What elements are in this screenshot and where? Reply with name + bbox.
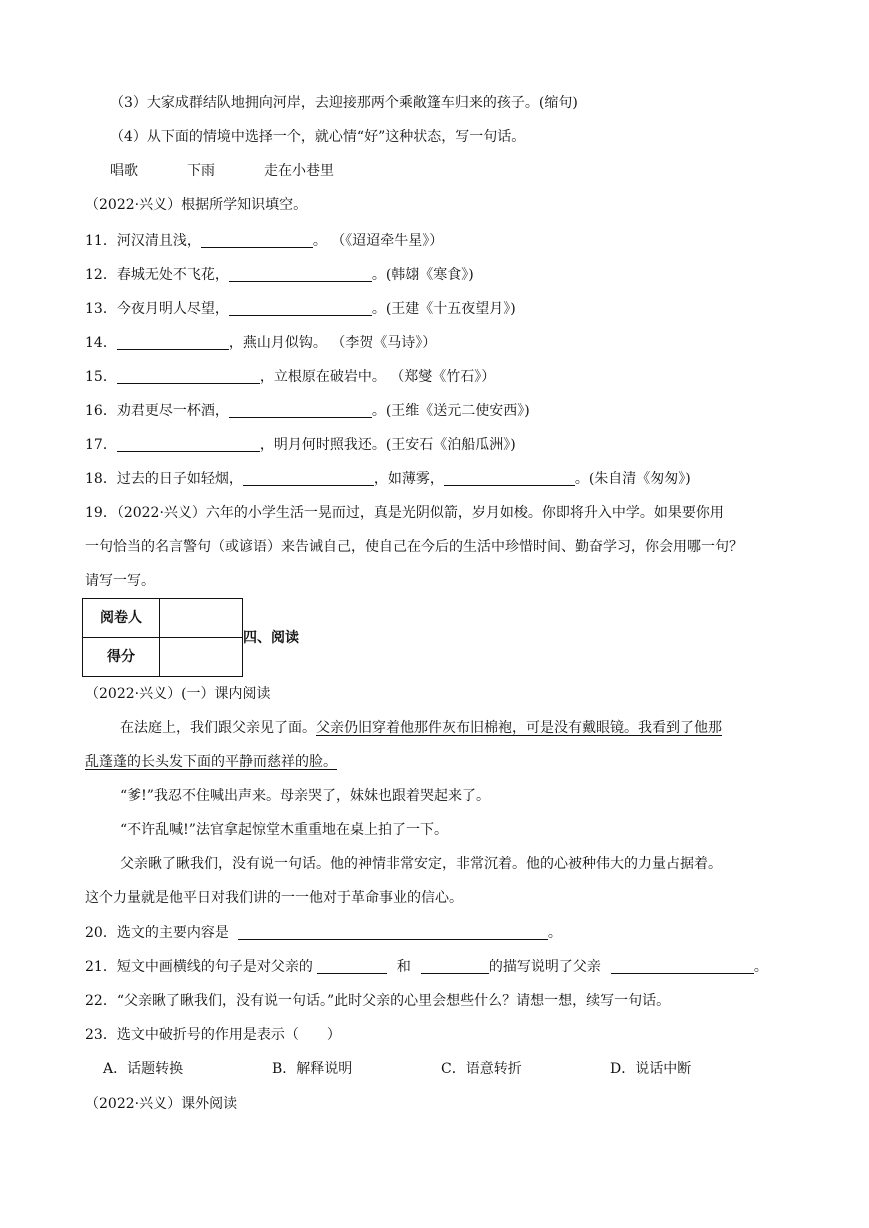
passage-p2: “爹!”我忍不住喊出声来。母亲哭了，妹妹也跟着哭起来了。 — [120, 788, 490, 804]
question-4: （4）从下面的情境中选择一个，就心情“好”这种状态，写一句话。 — [110, 129, 526, 145]
option-b[interactable]: B．解释说明 — [272, 1061, 353, 1077]
question-3: （3）大家成群结队地拥向河岸，去迎接那两个乘敞篷车归来的孩子。(缩句) — [110, 95, 578, 111]
question-20: 20．选文的主要内容是 。 — [85, 925, 562, 941]
answer-blank[interactable] — [117, 369, 260, 384]
answer-blank[interactable] — [229, 403, 372, 418]
reviewer-cell[interactable] — [160, 599, 243, 638]
passage-p3: “不许乱喊!”法官拿起惊堂木重重地在桌上拍了一下。 — [120, 822, 448, 838]
reading-intro: （2022·兴义）(一）课内阅读 — [85, 686, 271, 702]
score-label: 得分 — [83, 638, 160, 677]
answer-blank[interactable] — [117, 335, 229, 350]
poem-14: 14． ，燕山月似钩。 （李贺《马诗》） — [85, 335, 437, 351]
answer-blank[interactable] — [444, 471, 575, 486]
question-21: 21．短文中画横线的句子是对父亲的 和 的描写说明了父亲 。 — [85, 959, 768, 975]
poem-17: 17． ，明月何时照我还。(王安石《泊船瓜洲》) — [85, 437, 516, 453]
question-18: 18．过去的日子如轻烟， ，如薄雾， 。(朱自清《匆匆》) — [85, 471, 691, 487]
passage-p1-line2: 乱蓬蓬的长头发下面的平静而慈祥的脸。 — [85, 754, 337, 770]
answer-blank[interactable] — [229, 301, 372, 316]
underlined-sentence: 父亲仍旧穿着他那件灰布旧棉袍，可是没有戴眼镜。我看到了他那 — [316, 720, 722, 736]
question-23: 23．选文中破折号的作用是表示（ ） — [85, 1027, 341, 1043]
option-c[interactable]: C．语意转折 — [441, 1061, 522, 1077]
reviewer-label: 阅卷人 — [83, 599, 160, 638]
answer-blank[interactable] — [117, 437, 260, 452]
option-a[interactable]: A．话题转换 — [103, 1061, 184, 1077]
passage-p4-line1: 父亲瞅了瞅我们，没有说一句话。他的神情非常安定，非常沉着。他的心被种伟大的力量占据着。 — [120, 856, 722, 872]
answer-blank[interactable] — [201, 233, 313, 248]
answer-blank[interactable] — [611, 959, 754, 974]
score-cell[interactable] — [160, 638, 243, 677]
answer-blank[interactable] — [243, 471, 374, 486]
section-title: 四、阅读 — [243, 630, 299, 646]
poem-16: 16．劝君更尽一杯酒， 。(王维《送元二使安西》) — [85, 403, 530, 419]
poem-13: 13．今夜月明人尽望， 。(王建《十五夜望月》) — [85, 301, 516, 317]
poem-11: 11．河汉清且浅， 。 （《迢迢牵牛星》） — [85, 233, 444, 249]
question-19-line3: 请写一写。 — [85, 573, 155, 589]
fill-intro: （2022·兴义）根据所学知识填空。 — [85, 197, 308, 213]
passage-p1-line1: 在法庭上，我们跟父亲见了面。父亲仍旧穿着他那件灰布旧棉袍，可是没有戴眼镜。我看到了他那 — [120, 720, 722, 736]
answer-blank[interactable] — [229, 267, 372, 282]
q4-option-alley: 走在小巷里 — [264, 163, 334, 179]
poem-15: 15． ，立根原在破岩中。 （郑燮《竹石》） — [85, 369, 496, 385]
q4-option-rain: 下雨 — [187, 163, 215, 179]
question-19-line2: 一句恰当的名言警句（或谚语）来告诫自己，使自己在今后的生活中珍惜时间、勤奋学习，你会用哪一句？ — [85, 539, 743, 555]
option-d[interactable]: D．说话中断 — [610, 1061, 692, 1077]
outside-reading-intro: （2022·兴义）课外阅读 — [85, 1096, 238, 1112]
poem-12: 12．春城无处不飞花， 。(韩翃《寒食》) — [85, 267, 474, 283]
q4-option-sing: 唱歌 — [110, 163, 138, 179]
answer-blank[interactable] — [317, 959, 387, 974]
question-22: 22．“父亲瞅了瞅我们，没有说一句话。”此时父亲的心里会想些什么？请想一想，续写一句话。 — [85, 993, 671, 1009]
answer-blank[interactable] — [238, 925, 548, 940]
question-19-line1: 19．（2022·兴义）六年的小学生活一晃而过，真是光阴似箭，岁月如梭。你即将升入中学。如果要你用 — [85, 505, 724, 521]
passage-p4-line2: 这个力量就是他平日对我们讲的一一他对于革命事业的信心。 — [85, 890, 463, 906]
answer-blank[interactable] — [421, 959, 489, 974]
score-table — [82, 598, 243, 677]
